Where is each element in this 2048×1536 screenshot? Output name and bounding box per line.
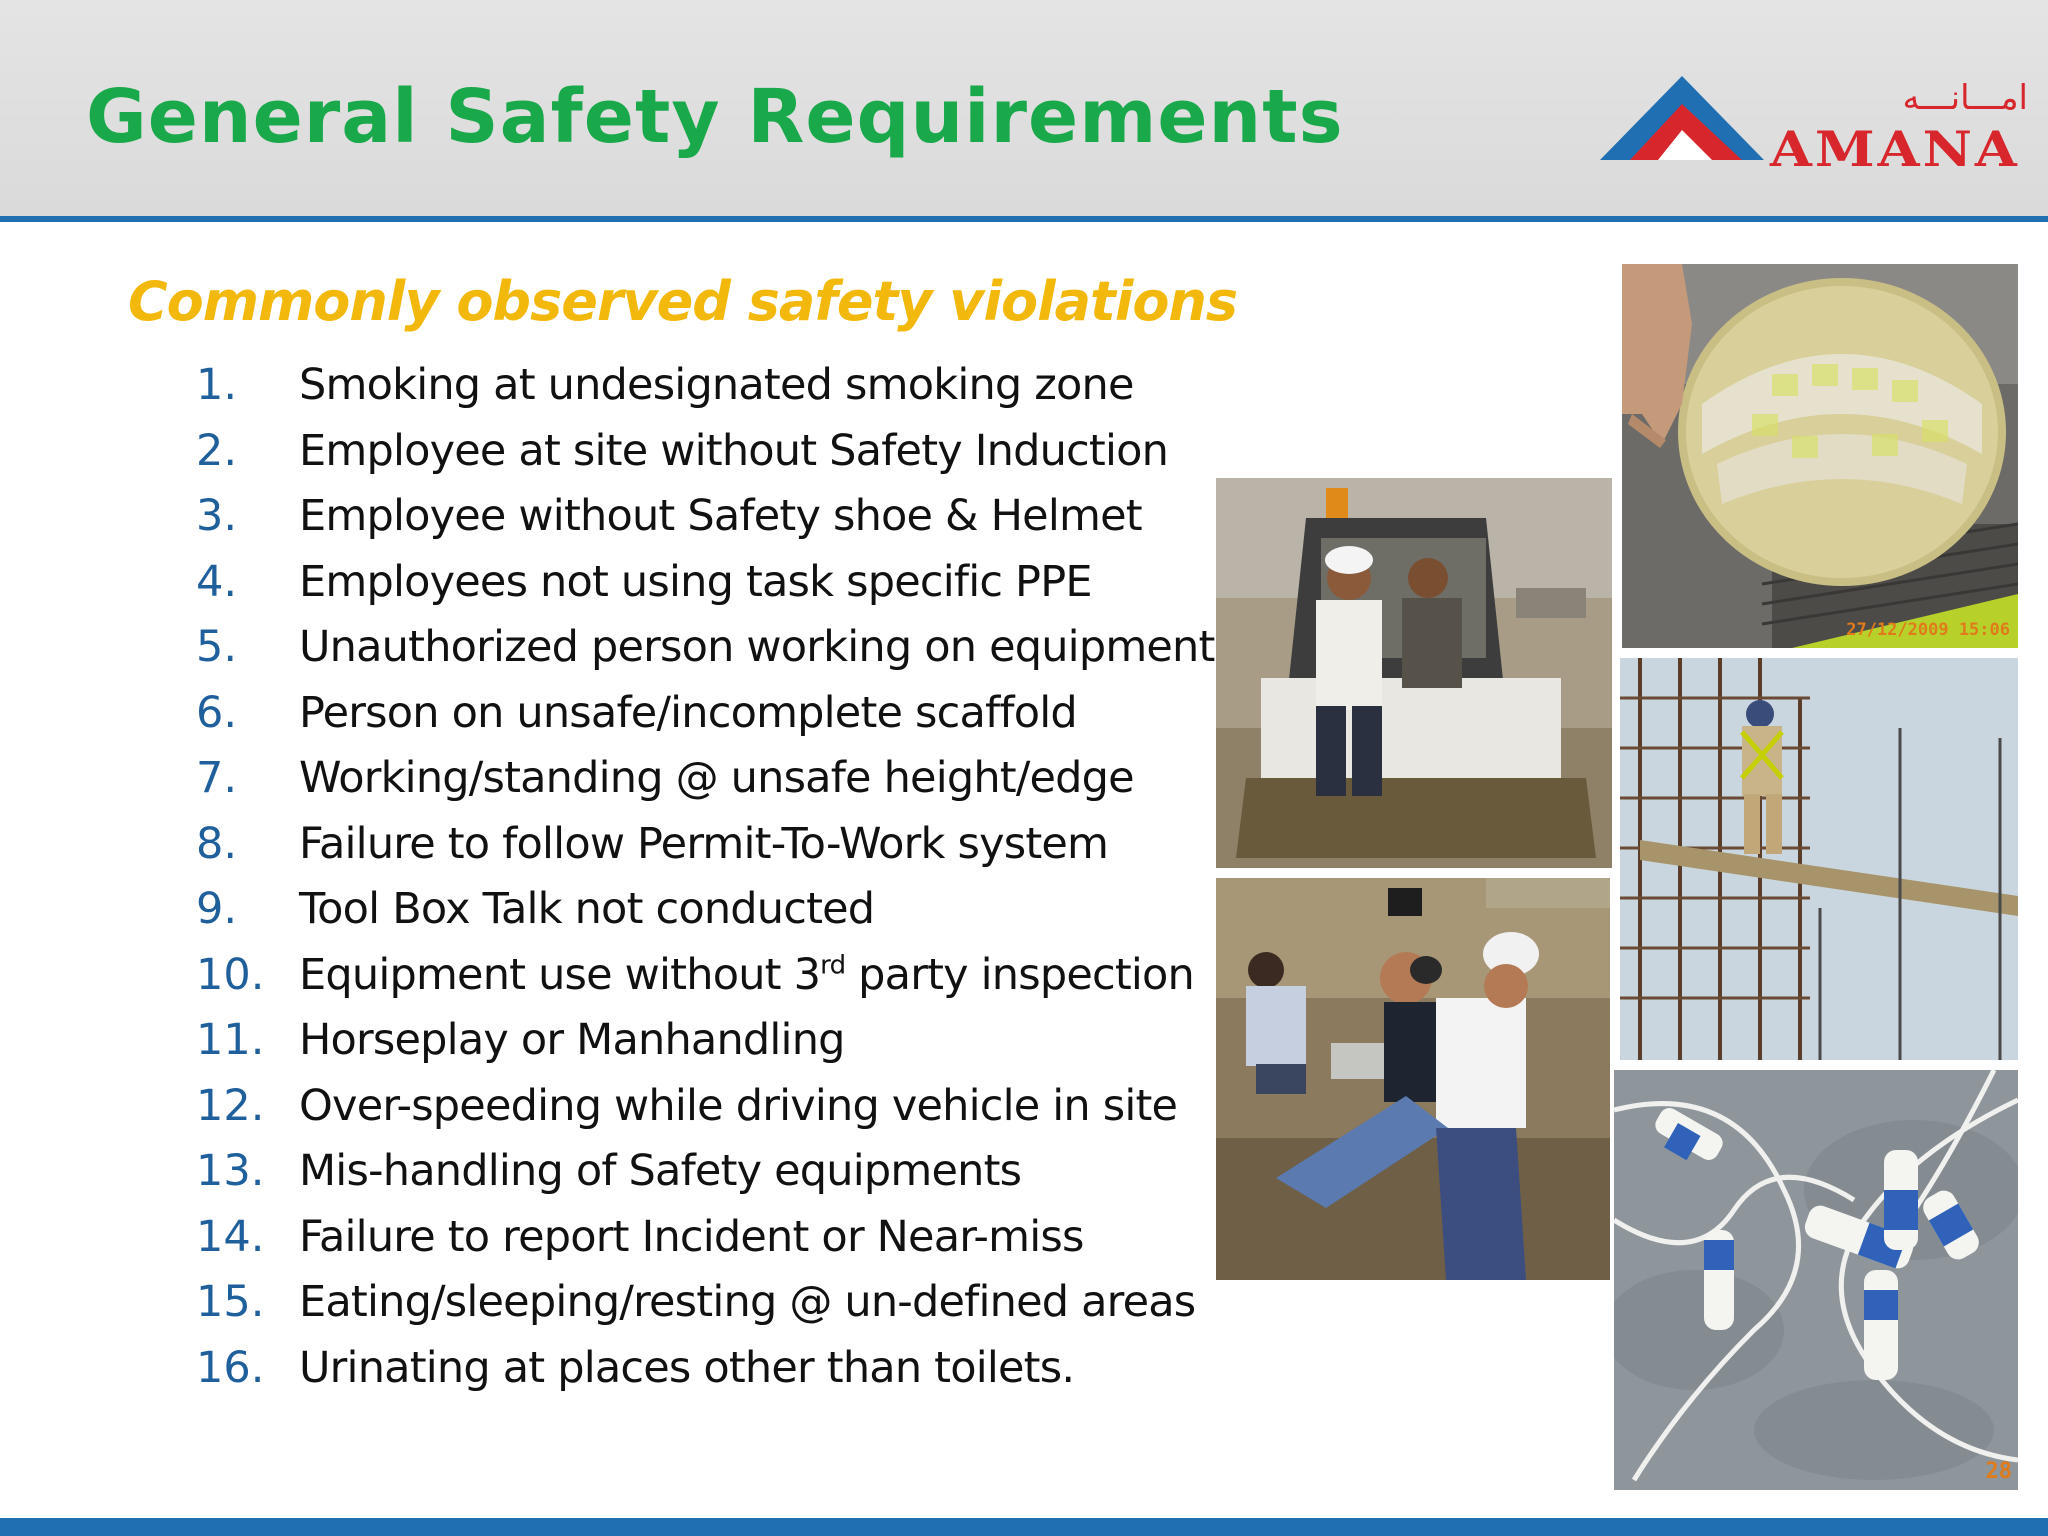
skid-loader-photo (1216, 478, 1612, 868)
list-item (196, 819, 1196, 885)
list-text (299, 950, 1194, 1000)
list-text: Failure to follow Permit-To-Work system (299, 818, 1109, 869)
logo-arabic-text: امـــانـــه (1902, 78, 2028, 118)
list-text: Tool Box Talk not conducted (299, 884, 875, 934)
section-subtitle: Commonly observed safety violations (128, 270, 1238, 333)
list-number: 7. (196, 753, 238, 803)
photo-timestamp: 27/12/2009 15:06 (1846, 620, 2010, 640)
list-item (196, 360, 1196, 426)
list-number: 2. (196, 425, 238, 476)
list-item (196, 1015, 1196, 1081)
list-item (196, 688, 1196, 754)
list-number: 14. (196, 1211, 265, 1262)
list-number: 11. (196, 1015, 265, 1065)
list-text: Eating/sleeping/resting @ un-defined areas (299, 1277, 1196, 1327)
list-text: Unauthorized person working on equipment (299, 622, 1215, 672)
list-text: Urinating at places other than toilets. (299, 1342, 1075, 1393)
damaged-cables-photo (1614, 1070, 2018, 1490)
list-item (196, 753, 1196, 819)
list-number: 5. (196, 622, 238, 672)
list-text: Employees not using task specific PPE (299, 556, 1092, 607)
violations-list (196, 360, 1215, 1408)
list-item (196, 1212, 1196, 1278)
list-text: Person on unsafe/incomplete scaffold (299, 687, 1077, 738)
list-number: 6. (196, 687, 238, 738)
list-item (196, 884, 1196, 950)
list-item (196, 1277, 1196, 1343)
list-text-part: party inspection (845, 949, 1195, 1000)
list-text: Employee without Safety shoe & Helmet (299, 491, 1142, 541)
photo-timestamp: 28 (1985, 1459, 2012, 1484)
list-number: 16. (196, 1342, 265, 1393)
list-item (196, 950, 1196, 1016)
header-divider (0, 216, 2048, 222)
list-item (196, 557, 1196, 623)
list-item (196, 426, 1196, 492)
horseplay-photo (1216, 878, 1610, 1280)
list-number: 12. (196, 1080, 265, 1131)
list-number: 4. (196, 556, 238, 607)
list-text: Mis-handling of Safety equipments (299, 1146, 1022, 1196)
list-number: 13. (196, 1146, 265, 1196)
page-title: General Safety Requirements (86, 74, 1344, 160)
list-item (196, 491, 1196, 557)
scaffold-worker-photo (1620, 658, 2018, 1060)
damaged-helmet-photo (1622, 264, 2018, 648)
list-text: Horseplay or Manhandling (299, 1015, 845, 1065)
list-text: Working/standing @ unsafe height/edge (299, 753, 1134, 803)
list-item (196, 1343, 1196, 1409)
footer-divider (0, 1518, 2048, 1536)
list-number: 1. (196, 360, 238, 410)
list-number: 10. (196, 949, 265, 1000)
logo-triangle-icon (1600, 68, 1780, 178)
list-item (196, 1146, 1196, 1212)
list-number: 15. (196, 1277, 265, 1327)
list-item (196, 622, 1215, 688)
list-text: Smoking at undesignated smoking zone (299, 360, 1134, 410)
list-text-part: Equipment use without 3 (299, 949, 821, 1000)
list-number: 3. (196, 491, 238, 541)
amana-logo (1600, 68, 2032, 178)
list-number: 9. (196, 884, 238, 934)
logo-latin-text: AMANA (1770, 120, 2020, 178)
list-text: Employee at site without Safety Induction (299, 425, 1169, 476)
list-text: Failure to report Incident or Near-miss (299, 1211, 1084, 1262)
list-item (196, 1081, 1196, 1147)
list-text: Over-speeding while driving vehicle in site (299, 1080, 1178, 1131)
list-number: 8. (196, 818, 238, 869)
ordinal-suffix: rd (820, 950, 846, 981)
